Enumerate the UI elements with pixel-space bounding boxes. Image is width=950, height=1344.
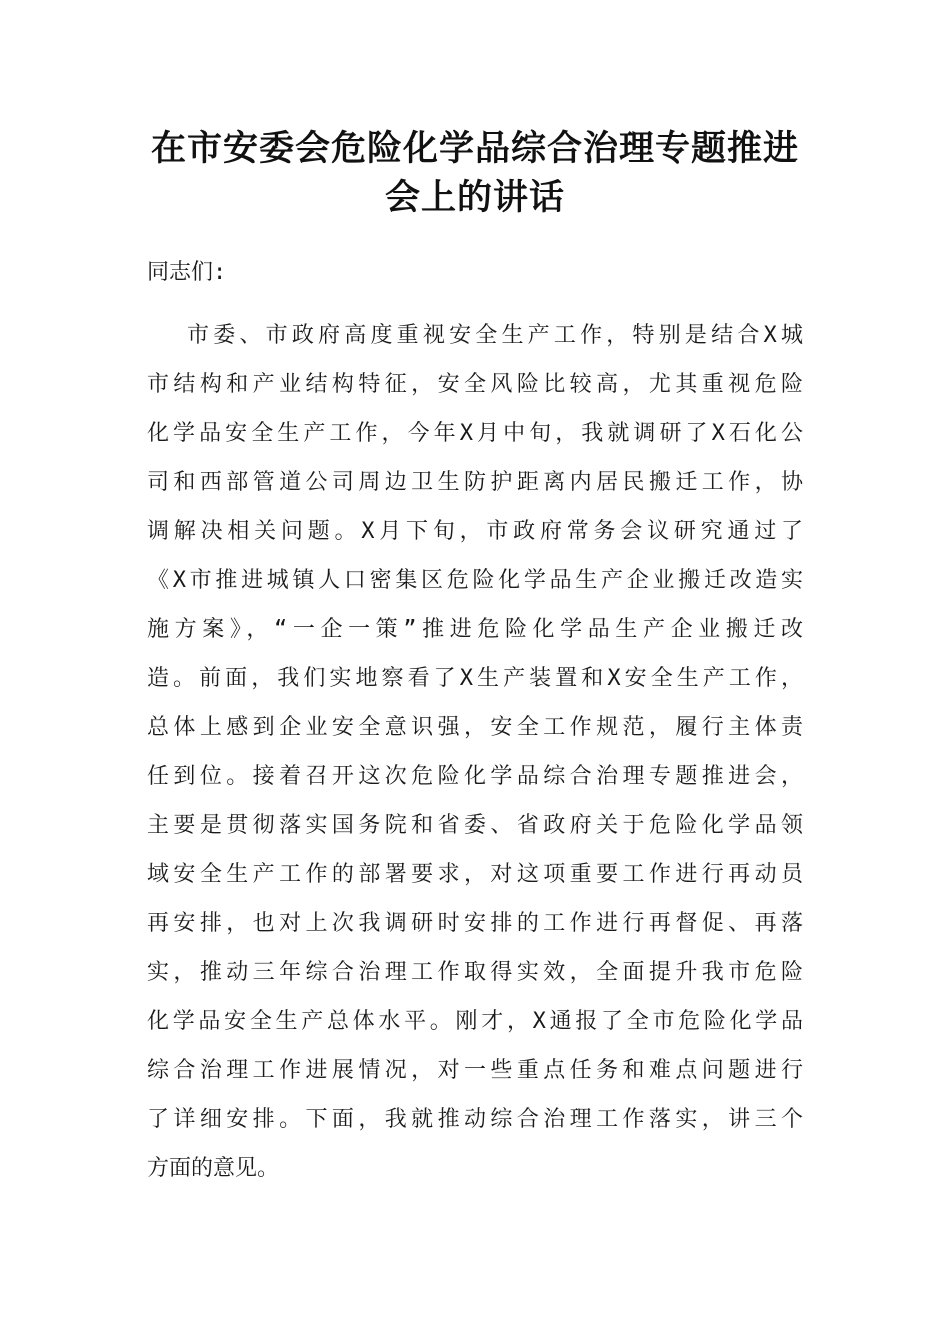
paragraph-line: 再安排，也对上次我调研时安排的工作进行再督促、再落 (147, 911, 803, 936)
salutation: 同志们: (147, 260, 227, 285)
paragraph-line: 化学品安全生产工作，今年X月中旬，我就调研了X石化公 (147, 421, 803, 446)
document-title-line-2: 会上的讲话 (384, 177, 565, 218)
paragraph-line: 市委、市政府高度重视安全生产工作，特别是结合X城 (187, 323, 803, 348)
paragraph-line: 主要是贯彻落实国务院和省委、省政府关于危险化学品领 (147, 813, 803, 838)
paragraph-line: 司和西部管道公司周边卫生防护距离内居民搬迁工作，协 (147, 470, 803, 495)
paragraph-line: 方面的意见。 (147, 1156, 280, 1181)
paragraph-line: 域安全生产工作的部署要求，对这项重要工作进行再动员 (147, 862, 803, 887)
paragraph-line: 了详细安排。下面，我就推动综合治理工作落实，讲三个 (147, 1107, 803, 1132)
document-title-line-1: 在市安委会危险化学品综合治理专题推进 (150, 128, 799, 169)
paragraph-line: 化学品安全生产总体水平。刚才，X通报了全市危险化学品 (147, 1009, 803, 1034)
paragraph-line: 实，推动三年综合治理工作取得实效，全面提升我市危险 (147, 960, 803, 985)
paragraph-line: 《X市推进城镇人口密集区危险化学品生产企业搬迁改造实 (147, 568, 803, 593)
paragraph-line: 市结构和产业结构特征，安全风险比较高，尤其重视危险 (147, 372, 803, 397)
paragraph-line: 施方案》，“一企一策”推进危险化学品生产企业搬迁改 (147, 617, 803, 642)
paragraph-line: 任到位。接着召开这次危险化学品综合治理专题推进会， (147, 764, 803, 789)
paragraph-line: 调解决相关问题。X月下旬，市政府常务会议研究通过了 (147, 519, 803, 544)
paragraph-line: 总体上感到企业安全意识强，安全工作规范，履行主体责 (147, 715, 803, 740)
paragraph-line: 综合治理工作进展情况，对一些重点任务和难点问题进行 (147, 1058, 803, 1083)
paragraph-line: 造。前面，我们实地察看了X生产装置和X安全生产工作， (147, 666, 803, 691)
